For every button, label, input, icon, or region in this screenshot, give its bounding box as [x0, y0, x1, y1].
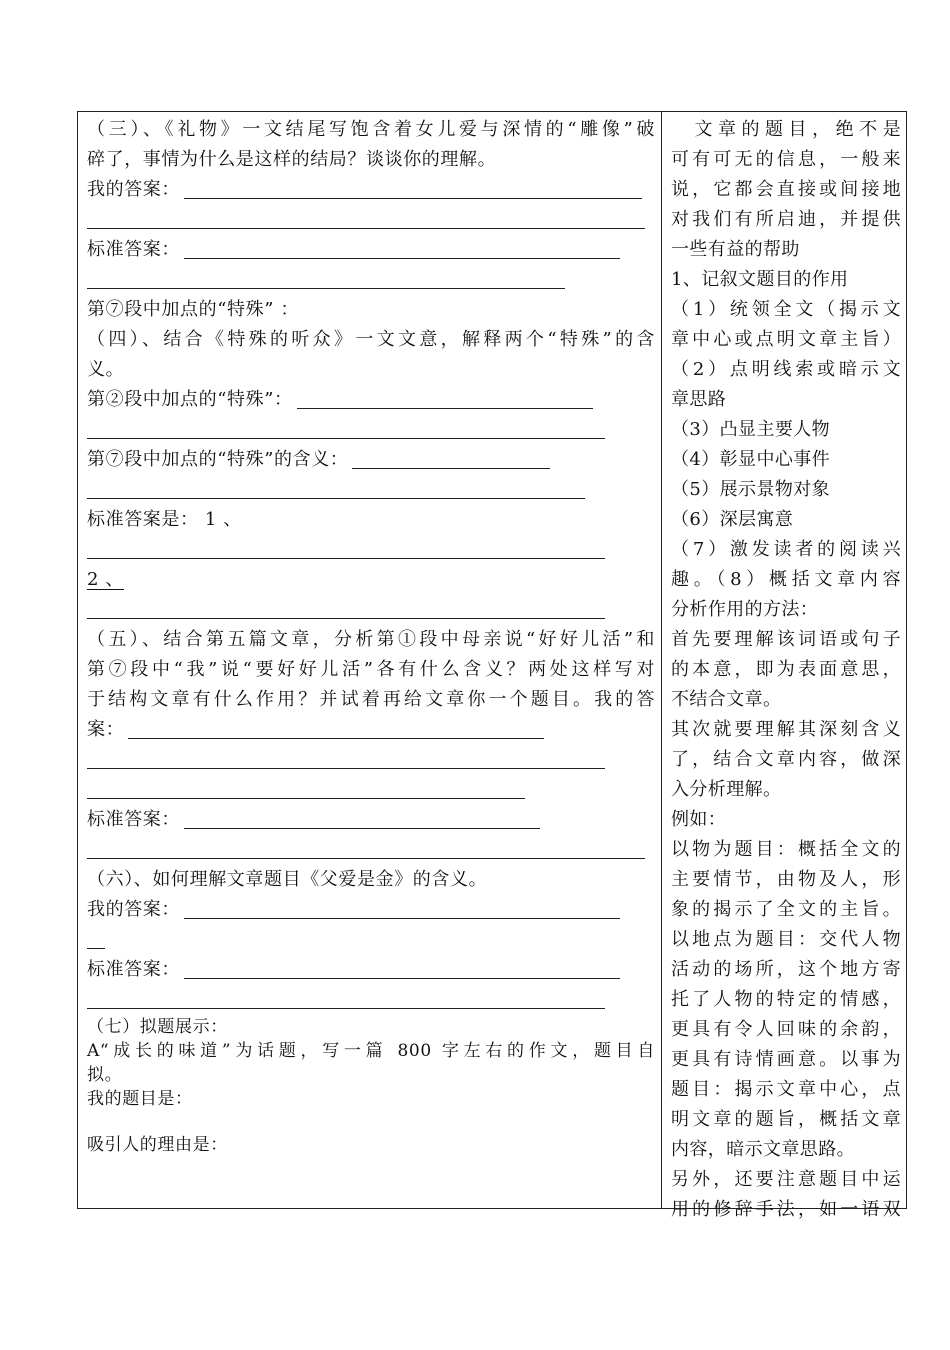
q4-p2-line2 — [87, 415, 655, 445]
tip-line: （1）统领全文（揭示文 — [671, 299, 901, 320]
q7-line3: 拟。 — [87, 1065, 123, 1085]
q4-p7-label: 第⑦段中加点的“特殊”的含义： — [87, 449, 349, 470]
q5-std-answer-row — [87, 805, 655, 835]
tip-line: 题目：揭示文章中心，点 — [671, 1079, 901, 1100]
tip-line: 说，它都会直接或间接地 — [671, 179, 901, 200]
tip-line: 了，结合文章内容，做深 — [671, 749, 901, 770]
q3-std-answer-row — [87, 235, 655, 265]
q5-std-answer-label: 标准答案： — [87, 809, 180, 830]
q5-answer-line3 — [87, 775, 655, 805]
q6-std-blank-2[interactable] — [87, 1008, 605, 1009]
q6-my-blank-2[interactable] — [87, 948, 105, 949]
q5-line4: 案： — [87, 719, 125, 740]
q4-p2-row — [87, 385, 655, 415]
tip-line: 对我们有所启迪，并提供 — [671, 209, 901, 230]
q7-my-title-label: 我的题目是： — [87, 1089, 193, 1109]
q6-std-answer-row — [87, 955, 655, 985]
q5-line1: （五）、结合第五篇文章，分析第①段中母亲说“好好儿活”和 — [87, 629, 655, 650]
q5-answer-blank[interactable] — [128, 720, 544, 739]
tip-line: 另外，还要注意题目中运 — [671, 1169, 901, 1190]
q5-line2: 第⑦段中“我”说“要好好儿活”各有什么含义？两处这样写对 — [87, 659, 655, 680]
q7-reason-label: 吸引人的理由是： — [87, 1135, 228, 1155]
q4-p7-row — [87, 445, 655, 475]
tip-line: 章思路 — [671, 389, 727, 410]
tip-line: 1、记叙文题目的作用 — [671, 269, 849, 290]
q3-line2: 碎了，事情为什么是这样的结局？谈谈你的理解。 — [87, 149, 497, 170]
q3-std-answer-label: 标准答案： — [87, 239, 180, 260]
tip-line: 明文章的题旨，概括文章 — [671, 1109, 901, 1130]
tip-line: 章中心或点明文章主旨） — [671, 329, 901, 350]
q6-std-blank[interactable] — [184, 960, 620, 979]
q3-std-answer-line2 — [87, 265, 655, 295]
tip-line: 趣。（8）概括文章内容 — [671, 569, 901, 590]
tip-line: 可有可无的信息，一般来 — [671, 149, 901, 170]
tip-line: （2）点明线索或暗示文 — [671, 359, 901, 380]
tip-line: 首先要理解该词语或句子 — [671, 629, 901, 650]
questions-column — [87, 115, 655, 1157]
q4-line1: （四）、结合《特殊的听众》一文文意，解释两个“特殊”的含 — [87, 329, 655, 350]
q6-my-line2 — [87, 925, 655, 955]
q4-item2 — [87, 565, 655, 595]
q6-my-blank[interactable] — [184, 900, 620, 919]
tip-line: 一些有益的帮助 — [671, 239, 800, 260]
q6-std-answer-label: 标准答案： — [87, 959, 180, 980]
q4-p2-blank-2[interactable] — [87, 438, 605, 439]
tip-line: 的本意，即为表面意思， — [671, 659, 901, 680]
q3-std-answer-blank-2[interactable] — [87, 288, 565, 289]
q5-std-line2 — [87, 835, 655, 865]
tip-line: 入分析理解。 — [671, 779, 782, 800]
q3-my-answer-blank[interactable] — [184, 180, 642, 199]
q5-std-blank[interactable] — [184, 810, 540, 829]
tip-line: 托了人物的特定的情感， — [671, 989, 901, 1010]
tip-line: 象的揭示了全文的主旨。 — [671, 899, 901, 920]
q4-std-line2 — [87, 595, 655, 625]
q3-line1: （三）、《礼物》一文结尾写饱含着女儿爱与深情的“雕像”破 — [87, 119, 655, 140]
q7-line2: A“成长的味道”为话题，写一篇 800 字左右的作文，题目自 — [87, 1041, 655, 1061]
q4-p2-blank[interactable] — [297, 390, 593, 409]
tip-line: 文章的题目，绝不是 — [671, 119, 901, 140]
q4-p2-label: 第②段中加点的“特殊”： — [87, 389, 293, 410]
tip-line: （7）激发读者的阅读兴 — [671, 539, 901, 560]
tip-line: 其次就要理解其深刻含义 — [671, 719, 901, 740]
q3-my-answer-line2 — [87, 205, 655, 235]
q3-my-answer-label: 我的答案： — [87, 179, 180, 200]
q3-std-answer-blank[interactable] — [184, 240, 620, 259]
tip-line: 以物为题目：概括全文的 — [671, 839, 901, 860]
q6-my-answer-row — [87, 895, 655, 925]
q4-line2: 义。 — [87, 359, 125, 380]
q5-my-answer-row — [87, 715, 655, 745]
q6-line1: （六）、如何理解文章题目《父爱是金》的含义。 — [87, 869, 488, 890]
q7-line1: （七）拟题展示： — [87, 1017, 228, 1037]
tips-column — [671, 115, 901, 1225]
q4-std-line1 — [87, 535, 655, 565]
q3-my-answer-blank-2[interactable] — [87, 228, 645, 229]
q6-my-answer-label: 我的答案： — [87, 899, 180, 920]
q5-std-blank-2[interactable] — [87, 858, 645, 859]
tip-line: （6）深层寓意 — [671, 509, 794, 530]
tip-line: （5）展示景物对象 — [671, 479, 831, 500]
tip-line: 分析作用的方法： — [671, 599, 819, 620]
q5-answer-line2 — [87, 745, 655, 775]
q4-item2-label: 2 、 — [87, 569, 124, 590]
q4-std-blank-1[interactable] — [87, 558, 605, 559]
worksheet-table — [77, 111, 907, 1220]
tip-line: （4）彰显中心事件 — [671, 449, 831, 470]
tip-line: 更具有令人回味的余韵， — [671, 1019, 901, 1040]
tip-line: 内容，暗示文章思路。 — [671, 1139, 855, 1160]
tip-line: 活动的场所，这个地方寄 — [671, 959, 901, 980]
column-divider — [661, 112, 662, 1208]
q5-line3: 于结构文章有什么作用？并试着再给文章你一个题目。我的答 — [87, 689, 655, 710]
q4-p7-line2 — [87, 475, 655, 505]
q7-spacer — [87, 1111, 655, 1133]
q4-p7-blank[interactable] — [352, 450, 550, 469]
tip-line: 更具有诗情画意。以事为 — [671, 1049, 901, 1070]
tip-line: 不结合文章。 — [671, 689, 782, 710]
tip-line: （3）凸显主要人物 — [671, 419, 831, 440]
tip-line: 用的修辞手法，如一语双 — [671, 1199, 901, 1220]
q6-std-line2 — [87, 985, 655, 1015]
q5-answer-blank-3[interactable] — [87, 798, 525, 799]
tip-line: 以地点为题目：交代人物 — [671, 929, 901, 950]
q4-std-blank-2[interactable] — [87, 618, 605, 619]
q4-p7-blank-2[interactable] — [87, 498, 585, 499]
q3-extra-note: 第⑦段中加点的“特殊” ： — [87, 299, 299, 320]
tip-line: 例如： — [671, 809, 727, 830]
q3-my-answer-row — [87, 175, 655, 205]
q5-answer-blank-2[interactable] — [87, 768, 605, 769]
tip-line: 主要情节，由物及人，形 — [671, 869, 901, 890]
q4-std-label: 标准答案是： 1 、 — [87, 509, 242, 530]
